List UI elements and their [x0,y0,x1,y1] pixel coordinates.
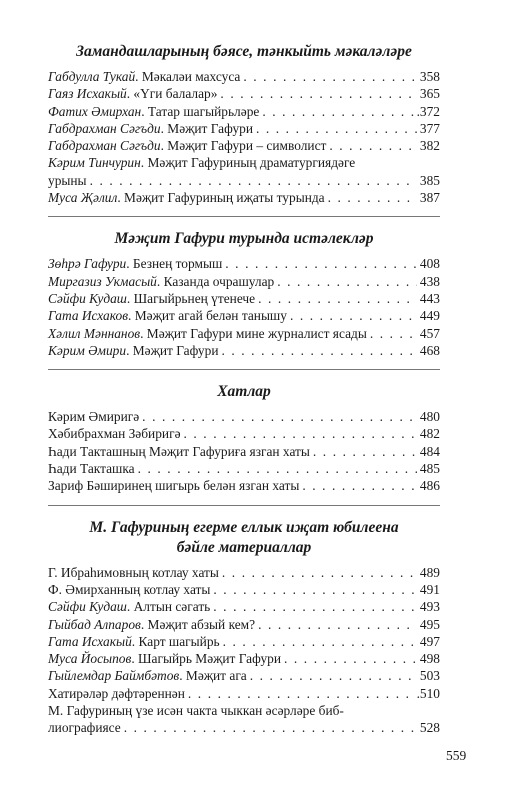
entry-author: Кәрим Әмири [48,342,127,358]
entry-author: Гаяз Исхакый [48,86,127,102]
entry-separator: . [126,86,134,102]
entry-title: Мәҗит агай белән танышу [134,308,287,324]
toc-section [48,382,440,494]
entry-text [48,598,210,615]
entry-separator: . [140,155,148,171]
entry-page-number: 491 [419,581,440,597]
entry-text [48,616,255,633]
toc-entry[interactable] [48,189,440,206]
dot-leader [250,667,417,684]
toc-entry[interactable] [48,290,440,307]
entry-text [48,137,326,154]
toc-entry-multiline[interactable] [48,154,440,189]
dot-leader [223,633,417,650]
entry-author: Зөһрә Гафури [48,256,127,272]
entry-page-number: 365 [419,86,440,102]
entry-page-number: 495 [419,616,440,632]
entry-text [48,189,325,206]
section-heading-text: Мәҗит Гафури турында истәлекләр [114,230,374,248]
entry-title: Карт шагыйрь [138,633,220,649]
toc-entry[interactable] [48,685,440,702]
entry-text [48,154,440,171]
toc-entry-multiline[interactable] [48,702,440,737]
dot-leader [90,172,417,189]
dot-leader [328,189,417,206]
entry-text [48,425,181,442]
entry-text [48,273,274,290]
entry-title: Г. Ибраһимовның котлау хаты [48,564,219,580]
entry-title: Хәбибрахман Зәбиригә [48,426,181,442]
entry-text [48,460,135,477]
entry-page-number: 457 [419,325,440,341]
dot-leader [277,273,417,290]
entry-title: Мәҗит ага [185,668,247,684]
entry-separator: . [126,342,133,358]
dot-leader [243,68,417,85]
entry-page-number: .510 [416,685,440,701]
entry-separator: . [128,308,135,324]
dot-leader [222,564,417,581]
entry-title: Зариф Бәширинең шигырь белән язган хаты [48,478,300,494]
entry-separator: . [126,290,134,306]
entry-page-number: 497 [419,633,440,649]
entry-page-number: 485 [419,461,440,477]
entry-page-number: 528 [419,720,440,736]
entry-title: Һади Такташның Мәҗит Гафуриға язган хаты [48,443,310,459]
entry-text [48,172,87,189]
toc-entry[interactable] [48,633,440,650]
section-divider [48,369,440,370]
entry-page-number: 443 [419,290,440,306]
entry-title: Мәҗит Гафури [167,120,253,136]
section-heading-text: Замандашларының бәясе, тәнкыйть мәкаләләре [76,43,412,60]
entry-author: Гата Исхакый [48,633,132,649]
dot-leader [221,342,416,359]
dot-leader [329,137,417,154]
toc-entry[interactable] [48,273,440,290]
entry-title: М. Гафуриның үзе исән чакта чыккан әсәрләре биб- [48,703,344,719]
entry-separator: . [140,325,147,341]
entry-title: Безнең тормыш [132,256,223,272]
entry-title: Мәҗит Гафури [132,342,219,358]
entry-page-number: 377 [419,120,440,136]
toc-entry[interactable] [48,137,440,154]
entry-title: Мәҗит Гафури – символист [167,138,327,154]
entry-text [48,255,222,272]
entry-text [48,342,218,359]
entry-author: Муса Җәлил [48,190,118,206]
entry-page-number: 498 [419,651,440,667]
entry-author: Габдулла Тукай [48,69,136,84]
entry-text [48,103,259,120]
entry-text [48,85,217,102]
entry-text [48,477,299,494]
entry-page-number: 486 [419,478,440,494]
entry-separator: . [131,651,139,667]
entry-page-number: 480 [419,409,440,425]
entry-text [48,307,287,324]
entry-page-number: 489 [419,564,440,580]
toc-section [48,229,440,359]
entry-title: Шагыйрьнең үтенече [133,290,256,306]
entry-author: Габдрахман Сәгъди [48,138,161,154]
entry-title: Татар шагыйрьләре [147,103,260,119]
entry-text [48,667,247,684]
entry-text [48,564,219,581]
toc-entry[interactable] [48,68,440,85]
entry-separator: . [179,668,186,684]
toc-entry[interactable] [48,325,440,342]
entry-title: Мәкаләи махсуса [141,69,241,84]
section-heading-text: М. Гафуриның егерме еллык иҗат юбилеена [89,518,399,536]
entry-author: Кәрим Тинчурин [48,155,141,171]
toc-entry[interactable] [48,425,440,442]
entry-author: Гыйлемдар Баймбәтов [48,668,180,684]
toc-entry[interactable] [48,307,440,324]
entry-page-number: 503 [419,668,440,684]
entry-author: Миргазиз Укмасый [48,273,157,289]
entry-text [48,120,253,137]
dot-leader [124,719,417,736]
section-divider [48,216,440,217]
toc-entry[interactable] [48,85,440,102]
entry-title: Казанда очрашулар [163,273,275,289]
toc-entry[interactable] [48,255,440,272]
entry-title-continued: лиографиясе [48,720,121,736]
toc-entry[interactable] [48,616,440,633]
entry-separator: . [160,120,168,136]
dot-leader [142,408,417,425]
toc-entry[interactable] [48,120,440,137]
entry-title: Мәҗит Гафуриның драматургиядәге [147,155,356,171]
entry-title: Хатирәләр дәфтәреннән [48,685,185,701]
toc-entry[interactable] [48,443,440,460]
entry-text [48,633,220,650]
entry-page-number: 482 [419,426,440,442]
entry-author: Сәйфи Кудаш [48,290,127,306]
dot-leader [262,103,413,120]
entry-author: Габдрахман Сәгъди [48,120,161,136]
entry-separator: . [140,616,148,632]
entry-separator: . [126,599,134,615]
section-heading [48,518,440,558]
entry-separator: . [156,273,164,289]
toc-entry[interactable] [48,598,440,615]
entry-page-number: 385 [419,172,440,188]
toc-entry[interactable] [48,342,440,359]
entry-title-continued: урыны [48,172,87,188]
dot-leader [188,685,414,702]
entry-title: Ф. Әмирханның котлау хаты [48,581,211,597]
entry-separator: . [141,103,148,119]
toc-section [48,42,440,206]
dot-leader [313,443,417,460]
toc-entry[interactable] [48,477,440,494]
entry-separator: . [131,633,139,649]
dot-leader [258,290,417,307]
entry-page-number: 468 [419,342,440,358]
entry-author: Гата Исхаков [48,308,129,324]
entry-page-number: 408 [419,256,440,272]
toc-entry[interactable] [48,581,440,598]
entry-text [48,443,310,460]
toc-entry[interactable] [48,650,440,667]
entry-page-number: 449 [419,308,440,324]
section-heading-text: бәйле материаллар [176,538,312,556]
entry-author: Хәлил Мәннанов [48,325,141,341]
section-heading-text: Хатлар [217,383,271,401]
entry-author: Фатих Әмирхан [48,103,142,119]
entry-title: Мәҗит абзый кем? [147,616,256,632]
toc-entry[interactable] [48,408,440,425]
entry-page-number: 493 [419,599,440,615]
toc-entry[interactable] [48,667,440,684]
toc-entry[interactable] [48,103,440,120]
entry-title: Мәҗит Гафуриның иҗаты турында [124,190,325,206]
entry-separator: . [135,69,142,84]
dot-leader [302,477,417,494]
entry-text [48,685,185,702]
dot-leader [213,598,417,615]
entry-author: Сәйфи Кудаш [48,599,127,615]
dot-leader [225,255,417,272]
dot-leader [213,581,417,598]
dot-leader [258,616,417,633]
section-heading [48,382,440,402]
entry-text [48,702,440,719]
entry-title: Һади Такташка [48,461,135,477]
entry-page-number: 382 [419,138,440,154]
entry-separator: . [126,256,133,272]
toc-entry[interactable] [48,564,440,581]
entry-title: Кәрим Әмиригә [48,409,140,425]
section-heading [48,42,440,62]
entry-page-number: 484 [419,443,440,459]
dot-leader [290,307,417,324]
entry-text [48,325,367,342]
section-heading [48,229,440,249]
entry-text [48,290,255,307]
entry-text [48,581,210,598]
page-number: 559 [446,748,467,763]
dot-leader [138,460,417,477]
section-divider [48,505,440,506]
entry-separator: . [117,190,125,206]
dot-leader [220,85,416,102]
entry-page-number: 438 [419,273,440,289]
entry-text [48,68,240,85]
entry-separator: . [160,138,168,154]
entry-text [48,650,281,667]
entry-text [48,408,139,425]
toc-entry[interactable] [48,460,440,477]
dot-leader [256,120,417,137]
dot-leader [370,325,417,342]
dot-leader [184,425,417,442]
entry-text [48,719,121,736]
entry-title: «Үги балалар» [133,86,218,102]
toc-section [48,518,440,737]
dot-leader [284,650,417,667]
entry-author: Муса Йосыпов [48,651,132,667]
toc-entry[interactable] [48,172,440,189]
entry-page-number: 387 [419,190,440,206]
entry-title: Шагыйрь Мәҗит Гафури [138,651,282,667]
toc-entry[interactable] [48,719,440,736]
entry-page-number: 358 [419,69,440,84]
entry-page-number: .372 [416,103,440,119]
entry-title: Мәҗит Гафури мине журналист ясады [146,325,367,341]
entry-title: Алтын сәгать [133,599,211,615]
table-of-contents [48,42,440,743]
entry-author: Гыйбад Алпаров [48,616,141,632]
